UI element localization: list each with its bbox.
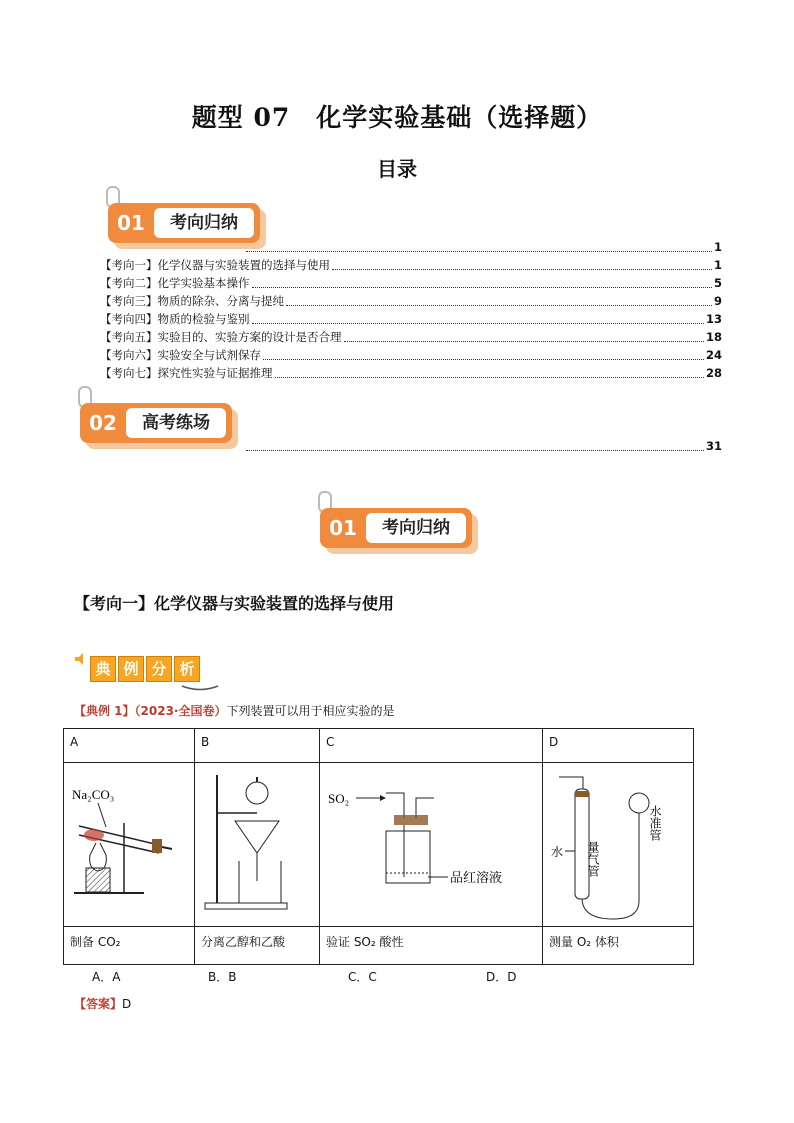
apparatus-b-figure — [195, 763, 307, 923]
header-cell-c: C — [320, 729, 543, 763]
option-d[interactable]: D．D — [486, 970, 517, 984]
example-question — [74, 702, 395, 719]
solution-label: 品红溶液 — [450, 871, 503, 886]
reagent-label: Na₂CO₃ — [72, 787, 115, 802]
options-table — [63, 728, 694, 965]
toc-leader-dots — [263, 348, 704, 360]
toc-entry[interactable] — [100, 366, 722, 381]
caption-cell-c: 验证 SO₂ 酸性 — [320, 927, 543, 965]
tag-char: 例 — [118, 656, 144, 682]
header-cell-d: D — [543, 729, 694, 763]
toc-entry-text: 【考向四】物质的检验与鉴别 — [100, 312, 250, 326]
burette-label: 量气管 — [586, 841, 600, 877]
figure-cell-a — [64, 763, 195, 927]
toc-page-number: 1 — [714, 240, 723, 254]
toc-entry-text: 【考向一】化学仪器与实验装置的选择与使用 — [100, 258, 330, 272]
toc-leader-dots — [344, 330, 704, 342]
answer-label: 【答案】 — [74, 997, 123, 1011]
section-badge-01-body — [320, 508, 472, 548]
toc-entry[interactable] — [100, 348, 722, 363]
option-b[interactable]: B．B — [208, 970, 237, 984]
figure-cell-d — [543, 763, 694, 927]
section-heading: 【考向一】化学仪器与实验装置的选择与使用 — [74, 594, 395, 613]
toc-entry[interactable] — [100, 294, 722, 309]
badge-number: 02 — [89, 411, 117, 435]
section-badge-01 — [108, 203, 260, 243]
toc-entry-text: 【考向七】探究性实验与证据推理 — [100, 366, 273, 380]
caption-cell-d: 测量 O₂ 体积 — [543, 927, 694, 965]
toc-leader-dots — [332, 258, 712, 270]
figure-cell-b — [195, 763, 320, 927]
badge-label: 高考练场 — [126, 408, 226, 438]
tag-char: 析 — [174, 656, 200, 682]
toc-entry-text: 【考向二】化学实验基本操作 — [100, 276, 250, 290]
example-label: 【典例 1】 — [74, 704, 135, 718]
toc-entry[interactable] — [100, 276, 722, 291]
toc-page-number: 18 — [706, 330, 723, 344]
toc-page-number: 28 — [706, 366, 723, 380]
figure-cell-c — [320, 763, 543, 927]
apparatus-a-figure — [64, 763, 182, 923]
toc-entry[interactable] — [100, 258, 722, 273]
speaker-icon — [74, 652, 88, 666]
example-source: （2023·全国卷） — [134, 704, 227, 718]
example-question-text: 下列装置可以用于相应实验的是 — [226, 704, 395, 718]
apparatus-d-figure — [543, 763, 681, 923]
toc-title: 目录 — [377, 157, 417, 181]
caption-cell-a: 制备 CO₂ — [64, 927, 195, 965]
apparatus-c-figure — [320, 763, 530, 923]
badge-label: 考向归纳 — [154, 208, 254, 238]
badge-label: 考向归纳 — [366, 513, 466, 543]
toc-page-number: 31 — [706, 439, 723, 453]
answer-value: D — [122, 997, 132, 1011]
swoosh-decoration — [180, 684, 220, 692]
example-analysis-tag — [90, 656, 202, 682]
leveling-tube-label: 水准管 — [648, 805, 662, 841]
toc-leader-dots — [246, 240, 712, 252]
toc-leader-dots — [246, 439, 704, 451]
toc-entry-text: 【考向六】实验安全与试剂保存 — [100, 348, 261, 362]
toc-page-number: 24 — [706, 348, 723, 362]
toc-leader-dots — [275, 366, 704, 378]
badge-number: 01 — [329, 516, 357, 540]
page-title: 题型 07 化学实验基础（选择题） — [191, 103, 603, 132]
header-cell-a: A — [64, 729, 195, 763]
water-label: 水 — [551, 845, 564, 859]
toc-page-number: 1 — [714, 258, 723, 272]
tag-char: 典 — [90, 656, 116, 682]
answer-line — [74, 995, 131, 1012]
section-badge-02 — [80, 403, 232, 443]
header-cell-b: B — [195, 729, 320, 763]
toc-entry-text: 【考向三】物质的除杂、分离与提纯 — [100, 294, 284, 308]
option-a[interactable]: A．A — [92, 970, 121, 984]
toc-leader-dots — [286, 294, 712, 306]
toc-entry[interactable] — [100, 312, 722, 327]
toc-entry[interactable] — [100, 330, 722, 345]
badge-number: 01 — [117, 211, 145, 235]
tag-char: 分 — [146, 656, 172, 682]
toc-page-number: 13 — [706, 312, 723, 326]
toc-entry-text: 【考向五】实验目的、实验方案的设计是否合理 — [100, 330, 342, 344]
gas-label: SO₂ — [328, 791, 350, 806]
option-c[interactable]: C．C — [348, 970, 377, 984]
toc-page-number: 9 — [714, 294, 723, 308]
caption-cell-b: 分离乙醇和乙酸 — [195, 927, 320, 965]
toc-leader-dots — [252, 312, 704, 324]
toc-page-number: 5 — [714, 276, 723, 290]
toc-leader-dots — [252, 276, 712, 288]
